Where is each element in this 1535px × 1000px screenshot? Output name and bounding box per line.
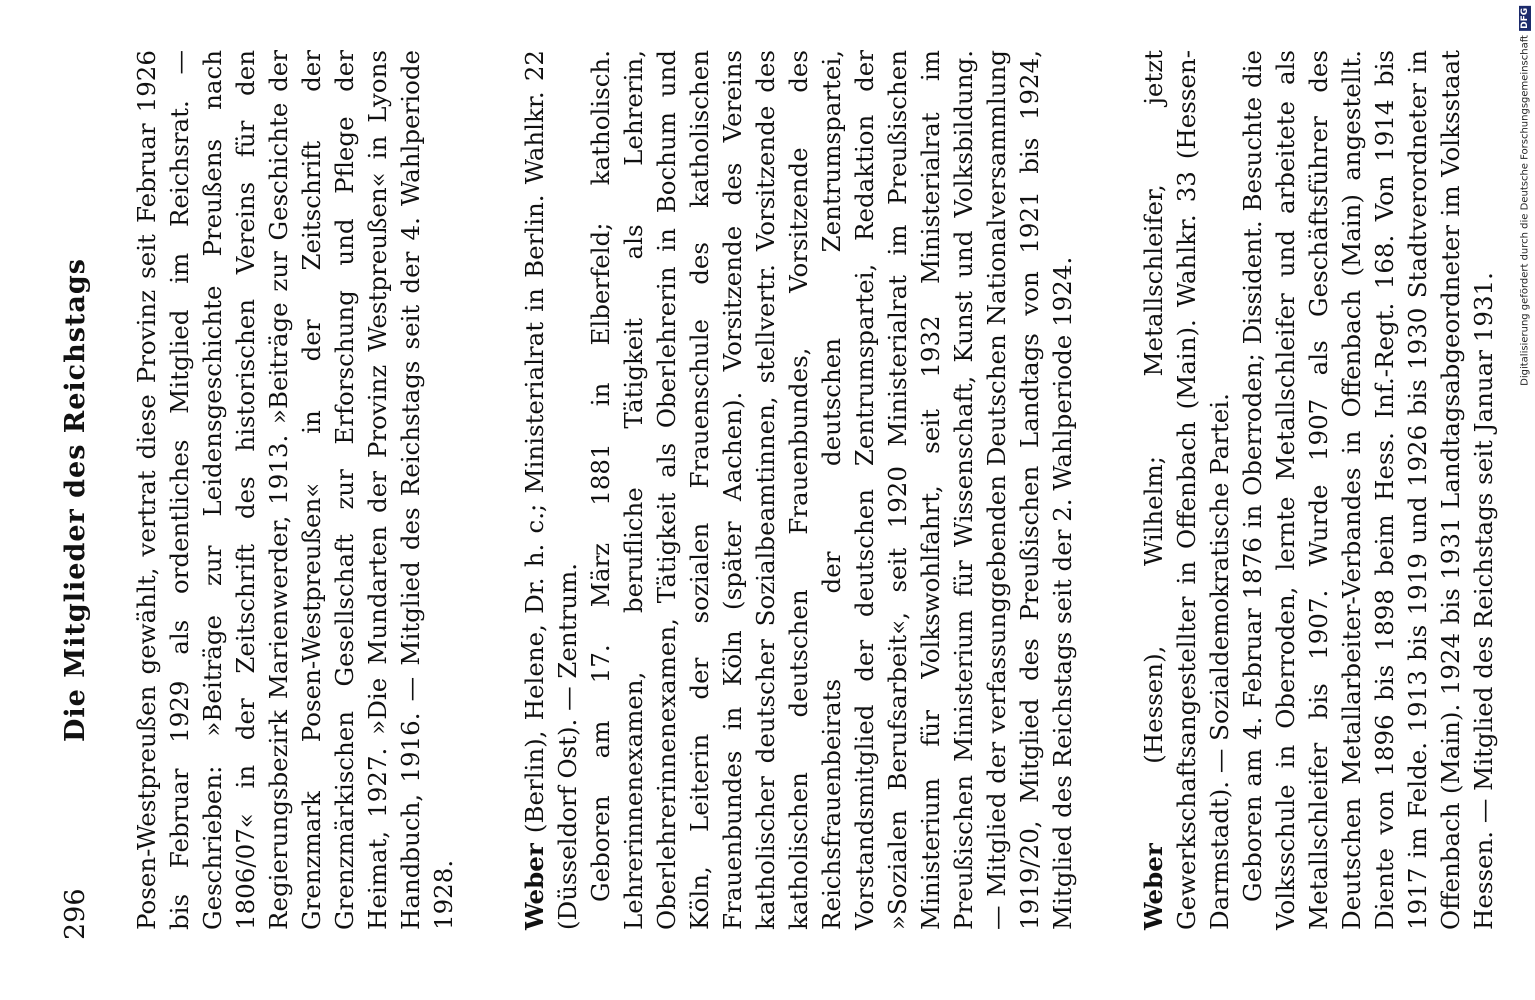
entry-heading xyxy=(518,50,584,930)
entry-weber-helene xyxy=(518,50,1079,930)
entry-name: Weber xyxy=(520,843,549,930)
entry-name: Weber xyxy=(1139,843,1168,930)
page-number: 296 xyxy=(60,888,91,940)
running-title: Die Mitglieder des Reichstags xyxy=(60,258,91,742)
page-header xyxy=(60,60,100,940)
entry-weber-wilhelm xyxy=(1137,50,1500,930)
dfg-logo: DFG xyxy=(1520,8,1530,30)
entry-paragraph: Geboren am 4. Februar 1876 in Oberroden; Dissident. Besuchte die Volksschule in Oberroden, lernte Metallschleifer und arbeitete als Metallschleifer bis 1907. Wurde 1907 als Geschäftsführer des Deutschen Metallarbeiter-Verbandes in Offenbach (Main) angestellt. Diente von 1896 bis 1898 beim Hess. Inf.-Regt. 168. Von 1914 bis 1917 im Felde. 1913 bis 1919 und 1926 bis 1930 Stadtverordneter in Offenbach (Main). 1924 bis 1931 Landtagsabgeordneter im Volksstaat Hessen. — Mitglied des Reichstags seit Januar 1931. xyxy=(1238,50,1498,930)
scan-credit xyxy=(1519,6,1531,386)
entry-heading-rest: (Hessen), Wilhelm; Metallschleifer, jetzt Gewerkschaftsangestellter in Offenbach (Main). Wahlkr. 33 (Hessen-Darmstadt). — Sozialdemokratische Partei. xyxy=(1139,50,1234,930)
entry-paragraph: Geboren am 17. März 1881 in Elberfeld; katholisch. Lehrerinnenexamen, berufliche Tätigkeit als Lehrerin, Oberlehrerinnenexamen, Tätigkeit als Oberlehrerin in Bochum und Köln, Leiterin der sozialen Frauenschule des katholischen Frauenbundes in Köln (später Aachen). Vorsitzende des Vereins katholischer deutscher Sozialbeamtinnen, stellvertr. Vorsitzende des katholischen deutschen Frauenbundes, Vorsitzende des Reichsfrauenbeirats der deutschen Zentrumspartei, Vorstandsmitglied der deutschen Zentrumspartei, Redaktion der »Sozialen Berufsarbeit«, seit 1920 Ministerialrat im Preußischen Ministerium für Volkswohlfahrt, seit 1932 Ministerialrat im Preußischen Ministerium für Wissenschaft, Kunst und Volksbildung. — Mitglied der verfassunggebenden Deutschen Nationalversammlung 1919/20, Mitglied des Preußischen Landtags von 1921 bis 1924, Mitglied des Reichstags seit der 2. Wahlperiode 1924. xyxy=(586,50,1077,930)
entry-paragraph: Posen-Westpreußen gewählt, vertrat diese Provinz seit Februar 1926 bis Februar 1929 als ordentliches Mitglied im Reichsrat. — Geschrieben: »Beiträge zur Leidensgeschichte Preußens nach 1806/07« in der Zeitschrift des historischen Vereins für den Regierungsbezirk Marienwerder, 1913. »Beiträge zur Geschichte der Grenzmark Posen-Westpreußen« in der Zeitschrift der Grenzmärkischen Gesellschaft zur Erforschung und Pflege der Heimat, 1927. »Die Mundarten der Provinz Westpreußen« in Lyons Handbuch, 1916. — Mitglied des Reichstags seit der 4. Wahlperiode 1928. xyxy=(132,50,458,930)
entry-heading-rest: (Berlin), Helene, Dr. h. c.; Ministerialrat in Berlin. Wahlkr. 22 (Düsseldorf Ost). — Zentrum. xyxy=(520,50,582,930)
entry-heading xyxy=(1137,50,1236,930)
credit-text: Digitalisierung gefördert durch die Deutsche Forschungsgemeinschaft xyxy=(1519,35,1531,386)
page-body xyxy=(130,50,1500,930)
entry-continuation xyxy=(130,50,460,930)
